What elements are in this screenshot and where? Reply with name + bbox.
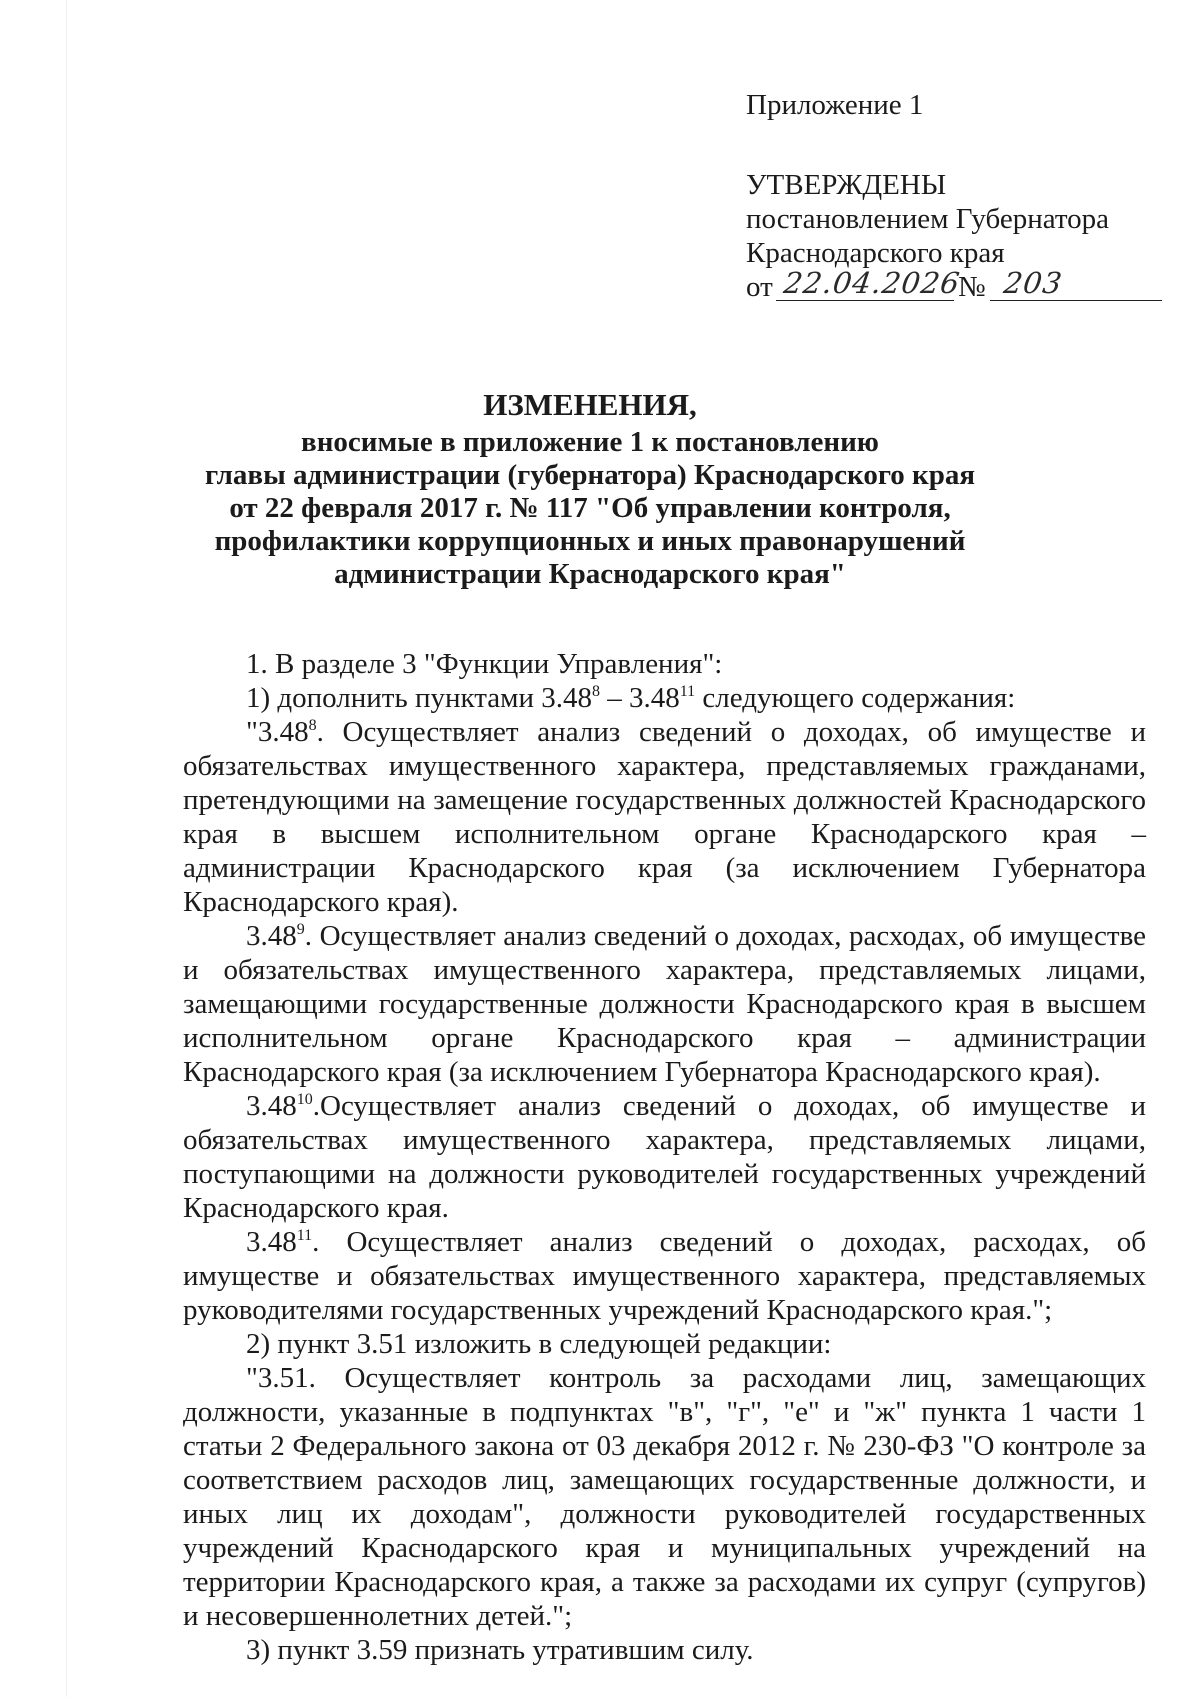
title-line-4: профилактики коррупционных и иных правонарушений	[214, 525, 966, 557]
handwritten-number: 203	[1001, 266, 1065, 300]
handwritten-date: 22.04.2026	[781, 266, 963, 300]
approved-label: УТВЕРЖДЕНЫ	[746, 169, 947, 201]
number-field	[990, 300, 1162, 301]
document-title	[90, 388, 1090, 591]
paragraph-3-48-10: 3.48$^{10}$.Осуществляет анализ сведений о доходах, об имуществе и обязательствах имущественного характера, представляемых лицами, поступающими на должности руководителей государственных учреждений Краснодарского края.	[183, 1090, 1146, 1224]
paragraph-3-48-8: "3.48$^8$. Осуществляет анализ сведений о доходах, об имуществе и обязательствах имущественного характера, представляемых гражданами, претендующими на замещение государственных должностей Краснодарского края в высшем исполнительном органе Краснодарского края – администрации Краснодарского края (за исключением Губернатора Краснодарского края).	[183, 716, 1146, 918]
paragraph-3-51: "3.51. Осуществляет контроль за расходами лиц, замещающих должности, указанные в подпунктах "в", "г", "е" и "ж" пункта 1 части 1 статьи 2 Федерального закона от 03 декабря 2012 г. № 230-ФЗ "О контроле за соответствием расходов лиц, замещающих государственные должности, и иных лиц их доходам", должности руководителей государственных учреждений Краснодарского края и муниципальных учреждений на территории Краснодарского края, а также за расходами их супруг (супругов) и несовершеннолетних детей.";	[183, 1362, 1146, 1632]
approval-block	[746, 88, 1166, 308]
document-body	[183, 647, 1146, 1667]
paragraph-item-3: 3) пункт 3.59 признать утратившим силу.	[246, 1634, 754, 1666]
number-sign: №	[958, 271, 986, 303]
title-heading: ИЗМЕНЕНИЯ,	[483, 387, 697, 422]
appendix-label: Приложение 1	[746, 89, 924, 121]
title-line-3: от 22 февраля 2017 г. № 117 "Об управлении контроля,	[229, 492, 951, 524]
title-line-2: главы администрации (губернатора) Краснодарского края	[204, 459, 976, 491]
paragraph-item-2: 2) пункт 3.51 изложить в следующей редакции:	[246, 1328, 832, 1360]
paragraph-section-3: 1. В разделе 3 "Функции Управления":	[246, 648, 723, 680]
date-prefix: от	[746, 271, 773, 303]
paragraph-3-48-9: 3.48$^9$. Осуществляет анализ сведений о доходах, расходах, об имуществе и обязательствах имущественного характера, представляемых лицами, замещающими государственные должности Краснодарского края в высшем исполнительном органе Краснодарского края – администрации Краснодарского края (за исключением Губернатора Краснодарского края).	[183, 920, 1146, 1088]
resolution-line-1: постановлением Губернатора	[746, 203, 1110, 235]
title-line-1: вносимые в приложение 1 к постановлению	[301, 426, 879, 458]
title-line-5: администрации Краснодарского края"	[334, 558, 846, 590]
resolution-line-2: Краснодарского края	[746, 237, 1005, 269]
paragraph-item-1: 1) дополнить пунктами 3.48$^8$ – 3.48$^{11}$ следующего содержания:	[246, 682, 1016, 714]
scan-edge-line	[66, 0, 67, 1697]
date-number-row	[746, 266, 1166, 308]
paragraph-3-48-11: 3.48$^{11}$. Осуществляет анализ сведений о доходах, расходах, об имуществе и обязательствах имущественного характера, представляемых руководителями государственных учреждений Краснодарского края.";	[183, 1226, 1146, 1326]
date-field	[776, 300, 954, 301]
